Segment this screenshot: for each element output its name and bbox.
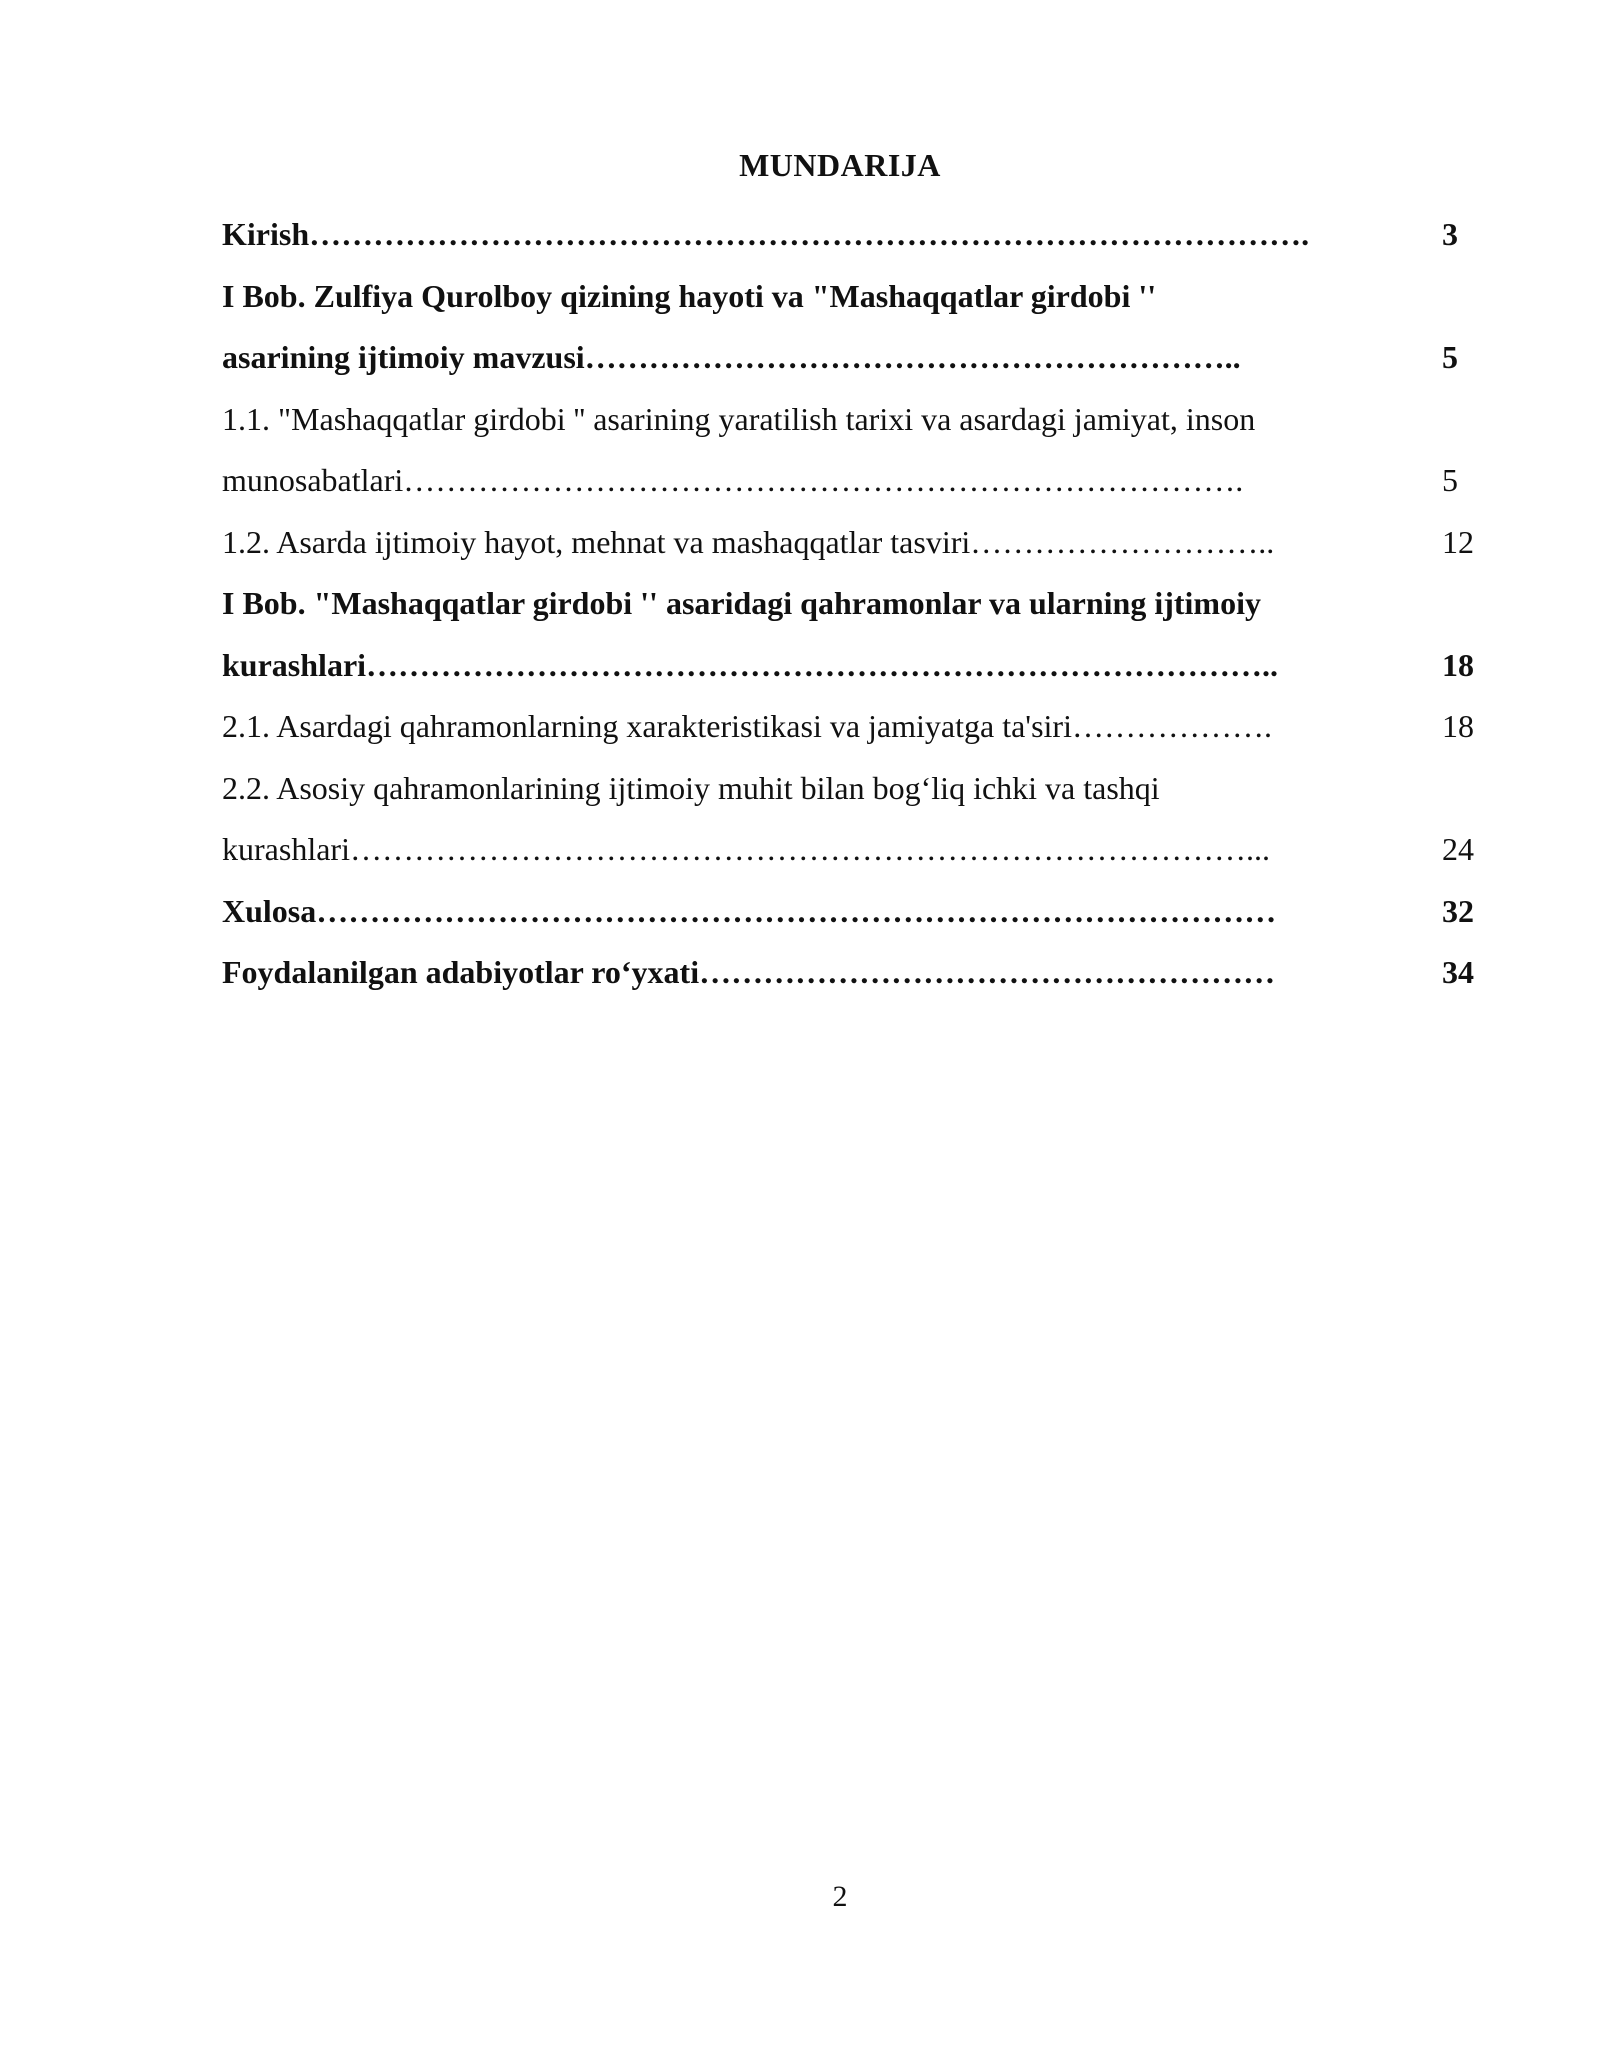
toc-entry-text: kurashlari…………………………………………………………………………... <box>222 831 1270 867</box>
toc-entry-text: 2.1. Asardagi qahramonlarning xarakteristikasi va jamiyatga ta'siri………………. <box>222 708 1272 744</box>
toc-entry-page: 18 <box>1442 646 1474 683</box>
toc-entry-text: Foydalanilgan adabiyotlar ro‘yxati……………………………………………… <box>222 954 1276 990</box>
toc-entry-text: I Bob. Zulfiya Qurolboy qizining hayoti va "Mashaqqatlar girdobi '' <box>222 277 1157 314</box>
toc-entry <box>222 512 1502 574</box>
page-number: 2 <box>832 1880 848 1913</box>
toc-entry-text: 1.1. "Mashaqqatlar girdobi '' asarining yaratilish tarixi va asardagi jamiyat, inson <box>222 400 1256 437</box>
toc-entry <box>222 573 1502 635</box>
toc-entry <box>222 327 1502 389</box>
toc-entry <box>222 635 1502 697</box>
toc-entry-text: kurashlari………………………………………………………………………….. <box>222 646 1279 683</box>
toc-entry-text: I Bob. "Mashaqqatlar girdobi '' asaridagi qahramonlar va ularning ijtimoiy <box>222 585 1261 621</box>
toc-entry-text: 2.2. Asosiy qahramonlarining ijtimoiy muhit bilan bog‘liq ichki va tashqi <box>222 769 1160 806</box>
toc-entry <box>222 450 1502 512</box>
toc-entry-page: 5 <box>1442 339 1458 375</box>
toc-entry-page: 12 <box>1442 523 1474 560</box>
toc-entry-text: 1.2. Asarda ijtimoiy hayot, mehnat va mashaqqatlar tasviri……………………….. <box>222 523 1275 560</box>
page-title: MUNDARIJA <box>739 147 941 183</box>
toc-entry-page: 32 <box>1442 892 1474 929</box>
toc-entry-text: munosabatlari……………………………………………………………………. <box>222 462 1244 498</box>
toc-entry-page: 24 <box>1442 831 1474 867</box>
toc-entry-page: 18 <box>1442 708 1474 744</box>
toc-entry <box>222 758 1502 820</box>
toc-entry-page: 3 <box>1442 216 1458 252</box>
toc-entry <box>222 696 1502 758</box>
toc-entry-page: 5 <box>1442 462 1458 498</box>
table-of-contents <box>222 204 1502 1004</box>
toc-entry-page: 34 <box>1442 954 1474 990</box>
toc-entry <box>222 819 1502 881</box>
toc-entry-text: asarining ijtimoiy mavzusi…………………………………………………….. <box>222 339 1241 375</box>
toc-entry <box>222 881 1502 943</box>
toc-entry <box>222 204 1502 266</box>
toc-entry-text: Xulosa……………………………………………………………………………… <box>222 892 1277 929</box>
toc-entry <box>222 266 1502 328</box>
toc-entry <box>222 942 1502 1004</box>
toc-entry <box>222 389 1502 451</box>
toc-entry-text: Kirish…………………………………………………………………………………. <box>222 216 1310 252</box>
